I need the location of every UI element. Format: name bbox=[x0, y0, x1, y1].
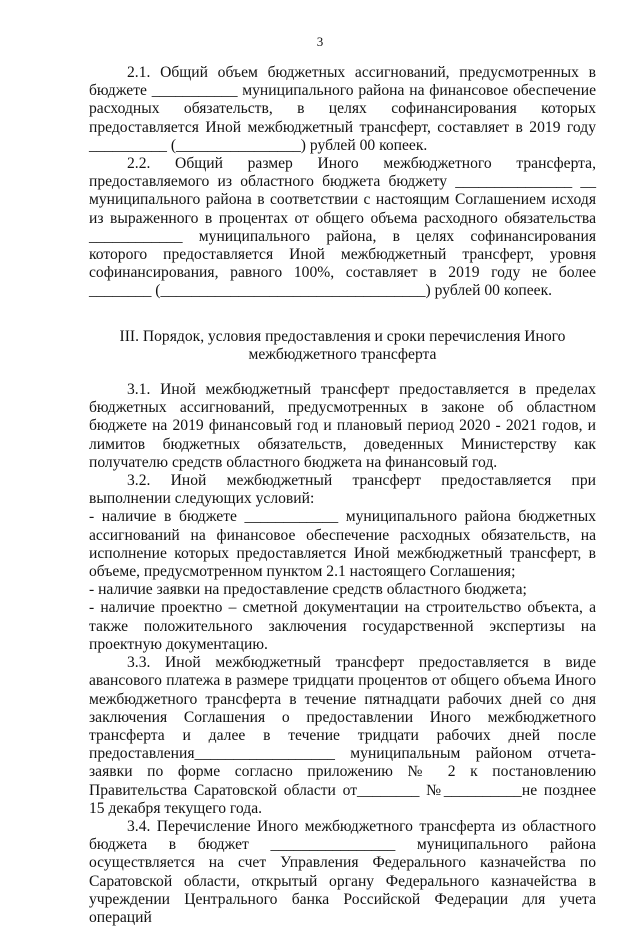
condition-item-documentation: - наличие проектно – сметной документации на строительство объекта, а также положительного заключения государственной экспертизы на проектную документацию. bbox=[89, 599, 596, 653]
document-body bbox=[89, 64, 596, 927]
section-heading: III. Порядок, условия предоставления и сроки перечисления Иного межбюджетного трансферта bbox=[119, 327, 566, 363]
paragraph-3-1: 3.1. Иной межбюджетный трансферт предоставляется в пределах бюджетных ассигнований, предусмотренных в законе об областном бюджете на 2019 финансовый год и плановый период 2020 - 2021 годов, и лимитов бюджетных обязательств, доведенных Министерству как получателю средств областного бюджета на финансовый год. bbox=[89, 381, 596, 471]
condition-item-budget: - наличие в бюджете ____________ муниципального района бюджетных ассигнований на финансовое обеспечение расходных обязательств, на исполнение которых предоставляется Иной межбюджетный трансферт, в объеме, предусмотренном пунктом 2.1 настоящего Соглашения; bbox=[89, 508, 596, 581]
paragraph-3-2: 3.2. Иной межбюджетный трансферт предоставляется при выполнении следующих условий: bbox=[89, 472, 596, 508]
paragraph-2-2: 2.2. Общий размер Иного межбюджетного трансферта, предоставляемого из областного бюджета бюджету _______________ __ муниципального района в соответствии с настоящим Соглашением исходя из выраженного в процентах от общего объема расходного обязательства ____________ муниципального района, в целях софинансирования которого предоставляется Иной межбюджетный трансферт, уровня софинансирования, равного 100%, составляет в 2019 году не более ________ (__________________________________) рублей 00 копеек. bbox=[89, 155, 596, 300]
paragraph-2-1: 2.1. Общий объем бюджетных ассигнований, предусмотренных в бюджете ___________ муниципального района на финансовое обеспечение расходных обязательств, в целях софинансирования которых предоставляется Иной межбюджетный трансферт, составляет в 2019 году __________ (________________) рублей 00 копеек. bbox=[89, 64, 596, 154]
paragraph-3-4: 3.4. Перечисление Иного межбюджетного трансферта из областного бюджета в бюджет ________________ муниципального района осуществляется на счет Управления Федерального казначейства по Саратовской области, открытый органу Федерального казначейства в учреждении Центрального банка Российской Федерации для учета операций bbox=[89, 817, 596, 926]
page-number: 3 bbox=[316, 34, 324, 49]
paragraph-3-3: 3.3. Иной межбюджетный трансферт предоставляется в виде авансового платежа в размере тридцати процентов от общего объема Иного межбюджетного трансферта в течение пятнадцати рабочих дней со дня заключения Соглашения о предоставлении Иного межбюджетного трансферта и далее в течение тридцати рабочих дней после предоставления__________________ муниципальным районом отчета-заявки по форме согласно приложению № 2 к постановлению Правительства Саратовской области от________ №__________не позднее 15 декабря текущего года. bbox=[89, 654, 596, 817]
condition-item-application: - наличие заявки на предоставление средств областного бюджета; bbox=[89, 581, 527, 599]
